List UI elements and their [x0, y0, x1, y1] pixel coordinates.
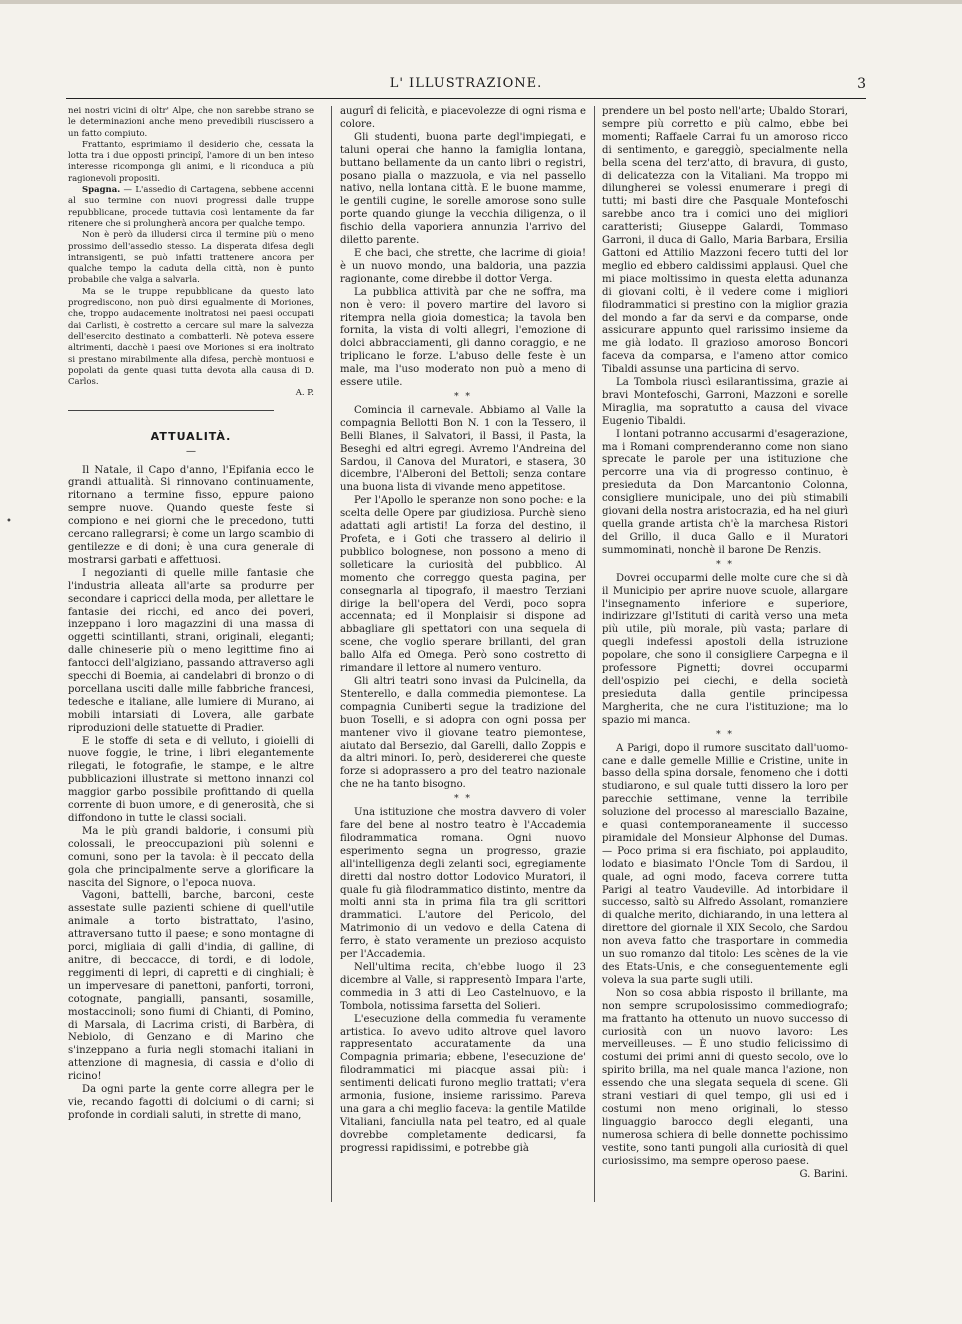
section-stars: * * [716, 559, 734, 570]
paragraph: Ma se le truppe repubblicane da questo lato progrediscono, non può dirsi egualmente di Moriones, che, troppo audacemente inoltratosi nei paesi occupati dai Carlisti, è costretto a cercare sul mare la salvezza dell'esercito destinato a combatterli. Nè poteva essere altrimenti, dacchè i paesi ove Moriones si era inoltrato si prestano mirabilmente alla difesa, perchè montuosi e popolati da gente quasi tutta devota alla causa di D. Carlos. [68, 286, 314, 388]
paragraph: L'esecuzione della commedia fu veramente artistica. Io avevo udito altrove quel lavoro rappresentato accuratamente da una Compagnia primaria; ebbene, l'esecuzione de' filodrammatici mi piacque assai più: i sentimenti delicati furono meglio trattati; v'era armonia, fusione, insieme rarissimo. Pareva una gara a chi meglio faceva: la gentile Matilde Vitaliani, fanciulla nata pel teatro, ed al quale dovrebbe completamente dedicarsi, fa progressi rapidissimi, e potrebbe già [340, 1013, 586, 1154]
paragraph: Frattanto, esprimiamo il desiderio che, cessata la lotta tra i due opposti principî, l'amore di un ben inteso interesse ricomponga gli animi, e li riconduca a più ragionevoli propositi. [68, 139, 314, 184]
paragraph: Vagoni, battelli, barche, barconi, ceste assestate sulle pazienti schiene di quell'utile animale a torto bistrattato, l'asino, attraversano tutto il paese; e sono montagne di porci, migliaia di galli d'india, di galline, di anitre, di beccacce, di tordi, e di lodole, reggimenti di lepri, di capretti e di cinghiali; è un impervesare di panettoni, panforti, torroni, cotognate, pangialli, pansanti, sosamille, mostaccinoli; sono fiumi di Chianti, di Pomino, di Marsala, di Lacrima cristi, di Barbèra, di Nebiolo, di Genzano e di Marino che s'inzeppano a furia negli stomachi italiani in attenzione di magnesia, di cassia e d'olio di ricino! [68, 890, 314, 1083]
section-lead: Spagna. [82, 185, 121, 196]
paragraph: Da ogni parte la gente corre allegra per le vie, recando fagotti di dolciumi o di carni; si profonde in cordiali saluti, in strette di mano, [68, 1084, 314, 1121]
section-title: ATTUALITÀ. [150, 429, 232, 443]
journal-title: L' ILLUSTRAZIONE. [389, 76, 543, 91]
paragraph: La Tombola riuscì esilarantissima, grazie ai bravi Montefoschi, Garroni, Mazzoni e sorelle Miraglia, ma sopratutto a causa del vivace Eugenio Tibaldi. [602, 377, 848, 427]
paragraph: I lontani potranno accusarmi d'esagerazione, ma i Romani comprenderanno come non siano sprecate le parole per una istituzione che percorre una via di progresso continuo, è presieduta da Don Marcantonio Colonna, consigliere municipale, uno dei più stimabili giovani della nostra aristocrazia, ed ha nel giurì quella grande artista ch'è la marchesa Ristori del Grillo, il duca Gallo e il Muratori summominati, nonchè il barone De Renzis. [602, 428, 848, 556]
paragraph: A Parigi, dopo il rumore suscitato dall'uomo-cane e dalle gemelle Millie e Cristine, unite in basso della spina dorsale, fenomeno che i dotti studiarono, e sul quale tutti dissero la loro per parecchie settimane, venne la terribile soluzione del processo al maresciallo Bazaine, e quasi contemporaneamente il successo piramidale del Monsieur Alphonse del Dumas. — Poco prima si era fischiato, poi applaudito, lodato e biasimato l'Oncle Tom di Sardou, il quale, ad ogni modo, faceva correre tutta Parigi al teatro Vaudeville. Ad intorbidare il successo, saltò su Alfredo Assolant, romanziere di qualche merito, dichiarando, in una lettera al direttore del giornale il XIX Secolo, che Sardou non aveva fatto che trasportare in commedia un suo romanzo dal titolo: Les scènes de la vie des Etats-Unis, e che conseguentemente egli voleva la sua parte sugli utili. [602, 742, 848, 986]
title-dash: — [186, 445, 196, 457]
column-3 [602, 106, 848, 1181]
paragraph: Gli studenti, buona parte degl'impiegati, e taluni operai che hanno la famiglia lontana, buttano bellamente da un canto libri o registri, posano pialla o mazzuola, e via nel passello nativo, nella lontana città. E le buone mamme, le gentili cugine, le sorelle amorose sono sulle porte quando giunge la vecchia diligenza, o il fischio della vaporiera annunzia l'arrivo del diletto parente. [340, 131, 586, 247]
section-stars: * * [454, 391, 472, 402]
paragraph: nei nostri vicini di oltr' Alpe, che non sarebbe strano se le determinazioni anche meno prevedibili riuscissero a un fatto compiuto. [68, 106, 314, 139]
paragraph: prendere un bel posto nell'arte; Ubaldo Storari, sempre più corretto e più calmo, ebbe bei momenti; Raffaele Carrai fu un amoroso ricco di sentimento, e gareggiò, specialmente nella bella scena del terz'atto, di bravura, di gusto, di delicatezza con la Vitaliani. Ma troppo mi dilungherei se volessi enumerare i pregi di tutti; mi basti dire che Pasquale Montefoschi sarebbe anco tra i comici uno dei migliori caratteristi; Giuseppe Galardi, Tommaso Garroni, il duca di Gallo, Maria Barbara, Ersilia Gattoni ed Attilio Mazzoni fecero tutti del lor meglio ed ebbero caldissimi applausi. Quel che mi piace moltissimo in questa eletta adunanza di giovani colti, è il vedere come i migliori filodrammatici si prestino con la miglior grazia del mondo a far da servi e da comparse, onde assicurare appunto quel rarissimo insieme da me già lodato. Il grazioso amoroso Boncori faceva da comparsa, e l'ameno attor comico Tibaldi assunse una particina di servo. [602, 106, 848, 376]
section-stars: * * [716, 729, 734, 740]
paragraph: Una istituzione che mostra davvero di voler fare del bene al nostro teatro è l'Accademia filodrammatica romana. Ogni nuovo esperimento segna un progresso, grazie all'intelligenza degli zelanti soci, egregiamente diretti dal nostro dottor Lodovico Muratori, il quale fu già filodrammatico distinto, mentre da molti anni sta in prima fila tra gli scrittori drammatici. L'autore del Pericolo, del Matrimonio di un vedovo e della Catena di ferro, è stato veramente un prezioso acquisto per l'Accademia. [340, 807, 586, 961]
paragraph: Comincia il carnevale. Abbiamo al Valle la compagnia Bellotti Bon N. 1 con la Tessero, il Belli Blanes, il Salvatori, il Bassi, il Pasta, la Beseghi ed altri egregi. Avremo l'Andreina del Sardou, il Canova del Muratori, e stasera, 30 dicembre, l'Alberoni del Bettoli; senza contare una buona lista di vivande meno appetitose. [340, 404, 586, 494]
paragraph: Nell'ultima recita, ch'ebbe luogo il 23 dicembre al Valle, si rappresentò Impara l'arte, commedia in 3 atti di Leo Castelnuovo, e la Tombola, notissima farsetta del Solieri. [340, 962, 586, 1012]
column-1 [68, 106, 314, 1123]
page-number: 3 [857, 76, 866, 92]
paragraph: augurî di felicità, e piacevolezze di ogni risma e colore. [340, 106, 586, 130]
section-divider [68, 410, 274, 417]
paragraph: Per l'Apollo le speranze non sono poche: e la scelta delle Opere par giudiziosa. Purchè sieno adattati agli artisti! La forza del destino, il Profeta, e i Goti che trassero al delirio il pubblico bolognese, non possono a meno di solleticare la curiosità del pubblico. Al momento che correggo questa pagina, per consegnarla al tipografo, il maestro Terziani dirige la bell'opera del Verdi, poco sopra accennata; ed il Monplaisir si dispone ad abbagliare gli spettatori con una sequela di scene, che voglio sperare brillanti, del gran ballo Alfa ed Omega. Però sono costretto di rimandare il lettore al numero venturo. [340, 495, 586, 675]
paragraph: Gli altri teatri sono invasi da Pulcinella, da Stenterello, e dalla commedia piemontese. La compagnia Cuniberti segue la tradizione del buon Toselli, e si adopra con ogni possa per mantener vivo il giovane teatro piemontese, aiutato dal Bersezio, dal Garelli, dallo Zoppis e da altri minori. Io, però, desidererei che queste forze si adoprassero a pro del teatro nazionale che ne ha tanto bisogno. [340, 675, 586, 791]
paragraph: La pubblica attività par che ne soffra, ma non è vero: il povero martire del lavoro si ritempra nella gioia domestica; la tavola ben fornita, la vista di volti allegri, l'emozione di dolci abbracciamenti, gli danno coraggio, e ne triplicano le forze. L'abuso delle feste è un male, ma l'uso moderato non può a meno di essere utile. [340, 286, 586, 389]
column-divider [331, 106, 332, 1202]
paragraph: E che baci, che strette, che lacrime di gioia! è un nuovo mondo, una baldoria, una pazzia ragionante, come direbbe il dottor Verga. [340, 247, 586, 285]
paragraph: Non so cosa abbia risposto il brillante, ma non sempre scrupolosissimo commediografo; ma frattanto ha ottenuto un nuovo successo di curiosità con un nuovo lavoro: Les merveilleuses. — È uno studio felicissimo di costumi dei primi anni di questo secolo, ove lo spirito brilla, ma nel quale manca l'azione, non essendo che una slegata sequela di scene. Gli strani vestiari di quel tempo, gli usi ed i costumi non meno originali, lo stesso linguaggio barocco degli eleganti, una numerosa schiera di belle donnette pochissimo vestite, sono tanti pungoli alla curiosità di quel curiosissimo, ma sempre operoso paese. [602, 987, 848, 1167]
column-2 [340, 106, 586, 1156]
page-header [66, 76, 866, 96]
column-divider [594, 106, 595, 1202]
header-rule [66, 98, 866, 99]
author-signature: G. Barini. [799, 1168, 848, 1180]
page-top-edge [0, 0, 962, 4]
author-signature: A. P. [295, 388, 314, 399]
paragraph: E le stoffe di seta e di velluto, i gioielli di nuove foggie, le trine, i libri elegantemente rilegati, le fotografie, le stampe, e le altre pubblicazioni illustrate si mettono innanzi col maggior garbo possibile profittando di quella corrente di buon umore, e di generosità, che si diffondono in tutte le classi sociali. [68, 735, 314, 824]
paragraph: Ma le più grandi baldorie, i consumi più colossali, le preoccupazioni più solenni e comuni, sono per la tavola: è il peccato della gola che principalmente serve a glorificare la nascita del Signore, o l'epoca nuova. [68, 825, 314, 889]
paragraph: I negozianti di quelle mille fantasie che l'industria alleata all'arte sa produrre per secondare i capricci della moda, per allettare le fantasie dei ricchi, ed anco dei poveri, inzeppano i loro magazzini di una massa di oggetti scintillanti, strani, originali, eleganti; dalle chineserie più o meno legittime fino ai fantocci dell'algiziano, passando attraverso agli specchi di Boemia, ai candelabri di bronzo o di porcellana usciti dalle mille fabbriche francesi, tedesche e italiane, alle lumiere di Murano, ai mobili intarsiati di Lovera, alle garbate riproduzioni delle statuette di Pradier. [68, 567, 314, 734]
politics-section [68, 106, 314, 400]
paragraph: Dovrei occuparmi delle molte cure che si dà il Municipio per aprire nuove scuole, allargare l'insegnamento inferiore e superiore, indirizzare gl'Istituti di carità verso una meta più utile, più morale, più vasta; parlare di quegli indefessi apostoli della istruzione popolare, che sono il consigliere Carpegna e il professore Pignetti; dovrei occuparmi dell'ospizio pei ciechi, e della società presieduta dalla gentile principessa Margherita, che ne cura l'istituzione; ma lo spazio mi manca. [602, 572, 848, 726]
paragraph: Spagna. — L'assedio di Cartagena, sebbene accenni al suo termine con nuovi progressi dalle truppe repubblicane, procede tuttavia così lentamente da far ritenere che si prolungherà ancora per qualche tempo. [68, 185, 314, 229]
margin-mark: • [6, 516, 12, 527]
paragraph: Non è però da illudersi circa il termine più o meno prossimo dell'assedio stesso. La disperata difesa degli intransigenti, se può infatti trattenere ancora per qualche tempo la caduta della città, non è punto probabile che valga a salvarla. [68, 230, 314, 286]
section-stars: * * [454, 794, 472, 805]
paragraph: Il Natale, il Capo d'anno, l'Epifania ecco le grandi attualità. Si rinnovano continuamente, ritornano a termine fisso, eppure paiono sempre nuove. Quando queste feste si compiono e nei giorni che le precedono, tutti cercano rallegrarsi; è come un largo scambio di gentilezze e di doni; è una cura generale di mostrarsi garbati e affettuosi. [68, 464, 314, 566]
